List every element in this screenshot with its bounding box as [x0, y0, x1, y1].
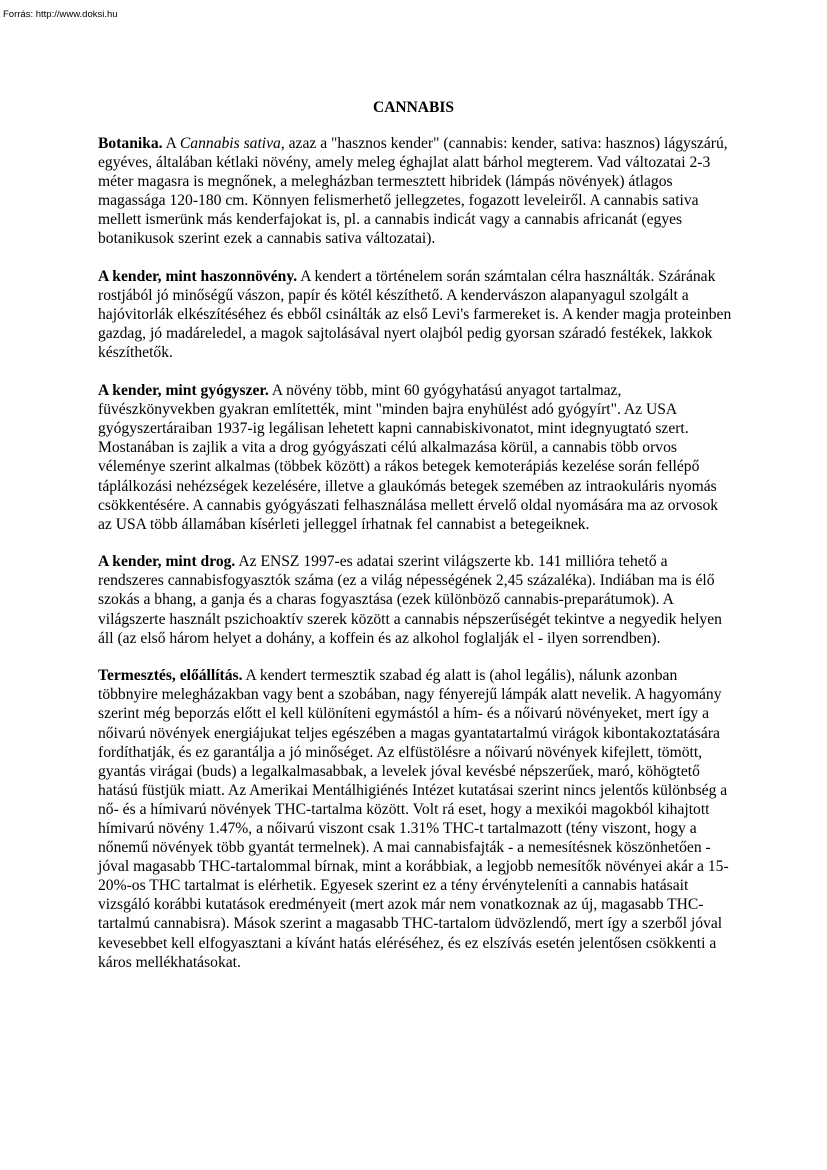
source-attribution: Forrás: http://www.doksi.hu: [3, 9, 118, 20]
paragraph-heading: A kender, mint haszonnövény.: [98, 268, 298, 286]
paragraph-lead: A: [162, 135, 180, 152]
paragraph-termesztes: [98, 666, 735, 972]
paragraph-heading: A kender, mint gyógyszer.: [98, 382, 269, 400]
page-title: CANNABIS: [373, 99, 454, 116]
paragraph-text: A kendert termesztik szabad ég alatt is (ahol legális), nálunk azonban többnyire melegházakban vagy bent a szobában, nagy fényerejű lámpák alatt nevelik. A hagyomány szerint még beporzás előtt el kell különíteni egymástól a hím- és a nőivarú növényeket, mert így a nőivarú növények energiájukat teljes egészében a magas gyantatartalmú virágok kibontakoztatására fordíthatják, és ez garantálja a jó minőséget. Az elfüstölésre a nőivarú növények kifejlett, tömött, gyantás virágai (buds) a legalkalmasabbak, a levelek jóval kevésbé népszerűek, maró, köhögtető hatású füstjük miatt. Az Amerikai Mentálhigiénés Intézet kutatásai szerint nincs jelentős különbség a nő- és a hímivarú növények THC-tartalma között. Volt rá eset, hogy a mexikói magokból kihajtott hímivarú növény 1.47%, a nőivarú viszont csak 1.31% THC-t tartalmazott (tény viszont, hogy a nőnemű növények több gyantát termelnek). A mai cannabisfajták - a nemesítésnek köszönhetően - jóval magasabb THC-tartalommal bírnak, mint a korábbiak, a legjobb nemesítők növényei akár a 15-20%-os THC tartalmat is elérhetik. Egyesek szerint ez a tény érvényteleníti a cannabis hatásait vizsgáló korábbi kutatások eredményeit (mert azok már nem vonatkoznak az új, magasabb THC-tartalmú cannabisra). Mások szerint a magasabb THC-tartalom üdvözlendő, mert így a szerből jóval kevesebbet kell elfogyasztani a kívánt hatás eléréséhez, és ez elszívás esetén jelentősen csökkenti a káros mellékhatásokat.: [98, 667, 729, 971]
paragraph-gyogyszer: [98, 381, 735, 534]
paragraph-text: , azaz a "hasznos kender" (cannabis: kender, sativa: hasznos) lágyszárú, egyéves, általában kétlaki növény, amely meleg éghajlat alatt bárhol megterem. Vad változatai 2-3 méter magasra is megnőnek, a melegházban termesztett hibridek (lámpás növények) átlagos magassága 120-180 cm. Könnyen felismerhető jellegzetes, fogazott leveleiről. A cannabis sativa mellett ismerünk más kenderfajokat is, pl. a cannabis indicát vagy a cannabis africanát (egyes botanikusok szerint ezek a cannabis sativa változatai).: [98, 135, 728, 248]
paragraph-drog: [98, 552, 735, 647]
paragraph-heading: Termesztés, előállítás.: [98, 667, 243, 685]
paragraph-botanika: [98, 134, 735, 249]
paragraph-text: Az ENSZ 1997-es adatai szerint világszerte kb. 141 millióra tehető a rendszeres cannabisfogyasztók száma (ez a világ népességének 2,45 százaléka). Indiában ma is élő szokás a bhang, a ganja és a charas fogyasztása (ezek különböző cannabis-preparátumok). A világszerte használt pszichoaktív szerek között a cannabis népszerűségét tekintve a negyedik helyen áll (az első három helyet a dohány, a koffein és az alkohol foglalják el - ilyen sorrendben).: [98, 553, 722, 647]
paragraph-heading: Botanika.: [98, 135, 163, 152]
document-body: [98, 134, 735, 990]
paragraph-heading: A kender, mint drog.: [98, 553, 236, 571]
paragraph-haszonnoveny: [98, 267, 735, 362]
species-name: Cannabis sativa: [179, 135, 281, 152]
paragraph-text: A növény több, mint 60 gyógyhatású anyagot tartalmaz, füvészkönyvekben gyakran említették, mint "minden bajra enyhülést adó gyógyírt". Az USA gyógyszertáraiban 1937-ig legálisan lehetett kapni cannabiskivonatot, mint idegnyugtató szert. Mostanában is zajlik a vita a drog gyógyászati célú alkalmazása körül, a cannabis több orvos véleménye szerint alkalmas (többek között) a rákos betegek kemoterápiás kezelése során fellépő táplálkozási nehézségek kezelésére, illetve a glaukómás betegek szemében az intraokuláris nyomás csökkentésére. A cannabis gyógyászati felhasználása mellett érvelő oldal nyomására ma az orvosok az USA több államában kísérleti jelleggel írhatnak fel cannabist a betegeiknek.: [98, 382, 719, 533]
paragraph-text: A kendert a történelem során számtalan célra használták. Szárának rostjából jó minőségű vászon, papír és kötél készíthető. A kendervászon alapanyagul szolgált a hajóvitorlák elkészítéséhez és ebből csinálták az első Levi's farmereket is. A kender magja proteinben gazdag, jó madáreledel, a magok sajtolásával nyert olajból pedig gyorsan száradó festékek, lakkok készíthetők.: [98, 268, 732, 362]
